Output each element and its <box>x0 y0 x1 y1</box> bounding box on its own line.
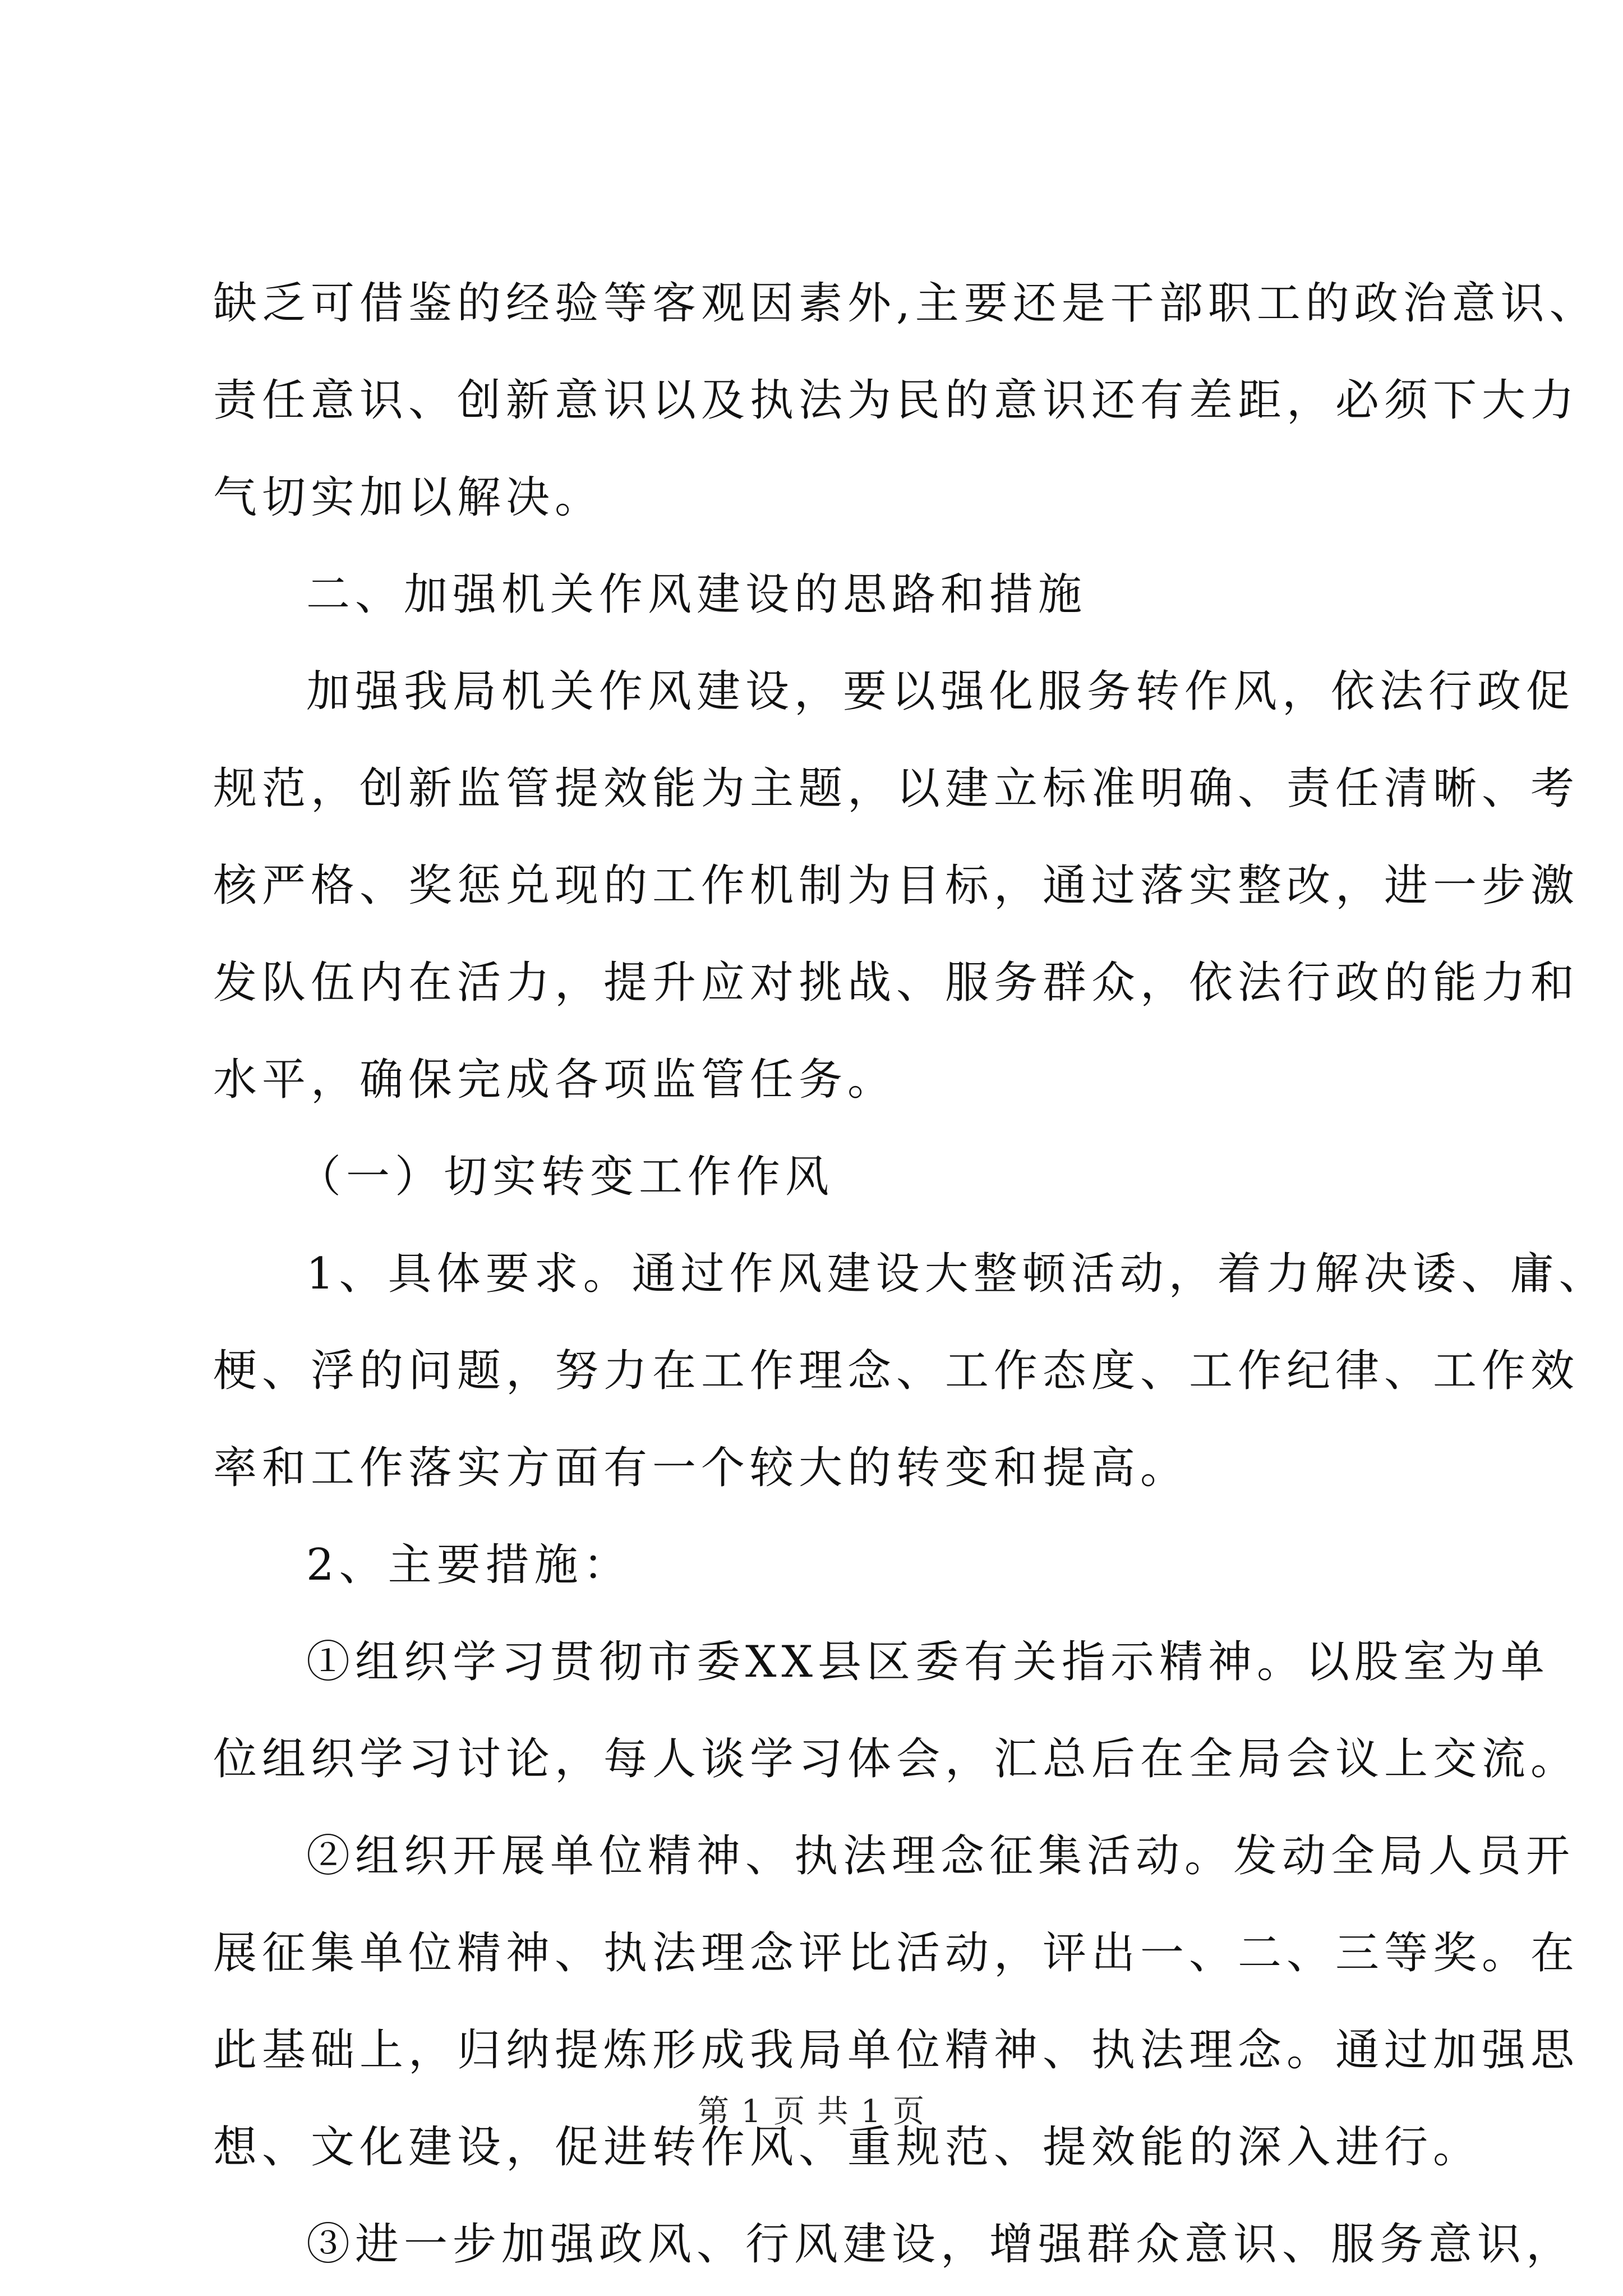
paragraph-line: ②组织开展单位精神、执法理念征集活动。发动全局人员开 <box>306 1831 1575 1881</box>
section-heading: 二、加强机关作风建设的思路和措施 <box>306 569 1087 620</box>
paragraph-line: 位组织学习讨论，每人谈学习体会，汇总后在全局会议上交流。 <box>213 1734 1580 1784</box>
subsection-heading: （一）切实转变工作作风 <box>297 1152 834 1202</box>
paragraph-line: 责任意识、创新意识以及执法为民的意识还有差距，必须下大力 <box>213 375 1580 426</box>
paragraph-line: 规范，创新监管提效能为主题，以建立标准明确、责任清晰、考 <box>213 763 1580 814</box>
paragraph-line: 气切实加以解决。 <box>213 472 604 523</box>
paragraph-line: ①组织学习贯彻市委XX县区委有关指示精神。以股室为单 <box>306 1637 1550 1687</box>
paragraph-line: 2、主要措施： <box>306 1540 632 1590</box>
paragraph-line: 率和工作落实方面有一个较大的转变和提高。 <box>213 1443 1189 1493</box>
document-body <box>213 255 1608 2293</box>
paragraph-line: 梗、浮的问题，努力在工作理念、工作态度、工作纪律、工作效 <box>213 1346 1580 1396</box>
page-footer: 第 1 页 共 1 页 <box>697 2093 926 2130</box>
paragraph-line: 此基础上，归纳提炼形成我局单位精神、执法理念。通过加强思 <box>213 2025 1580 2076</box>
paragraph-line: ③进一步加强政风、行风建设，增强群众意识、服务意识， <box>306 2219 1575 2270</box>
paragraph-line: 核严格、奖惩兑现的工作机制为目标，通过落实整改，进一步激 <box>213 861 1580 911</box>
paragraph-line: 发队伍内在活力，提升应对挑战、服务群众，依法行政的能力和 <box>213 958 1580 1008</box>
paragraph-line: 缺乏可借鉴的经验等客观因素外,主要还是干部职工的政治意识、 <box>213 278 1598 329</box>
paragraph-line: 1、具体要求。通过作风建设大整顿活动，着力解决诿、庸、 <box>306 1249 1608 1299</box>
paragraph-line: 水平，确保完成各项监管任务。 <box>213 1055 897 1105</box>
paragraph-line: 想、文化建设，促进转作风、重规范、提效能的深入进行。 <box>213 2122 1482 2173</box>
paragraph-line: 展征集单位精神、执法理念评比活动，评出一、二、三等奖。在 <box>213 1928 1580 1978</box>
paragraph-line: 加强我局机关作风建设，要以强化服务转作风，依法行政促 <box>306 666 1575 717</box>
